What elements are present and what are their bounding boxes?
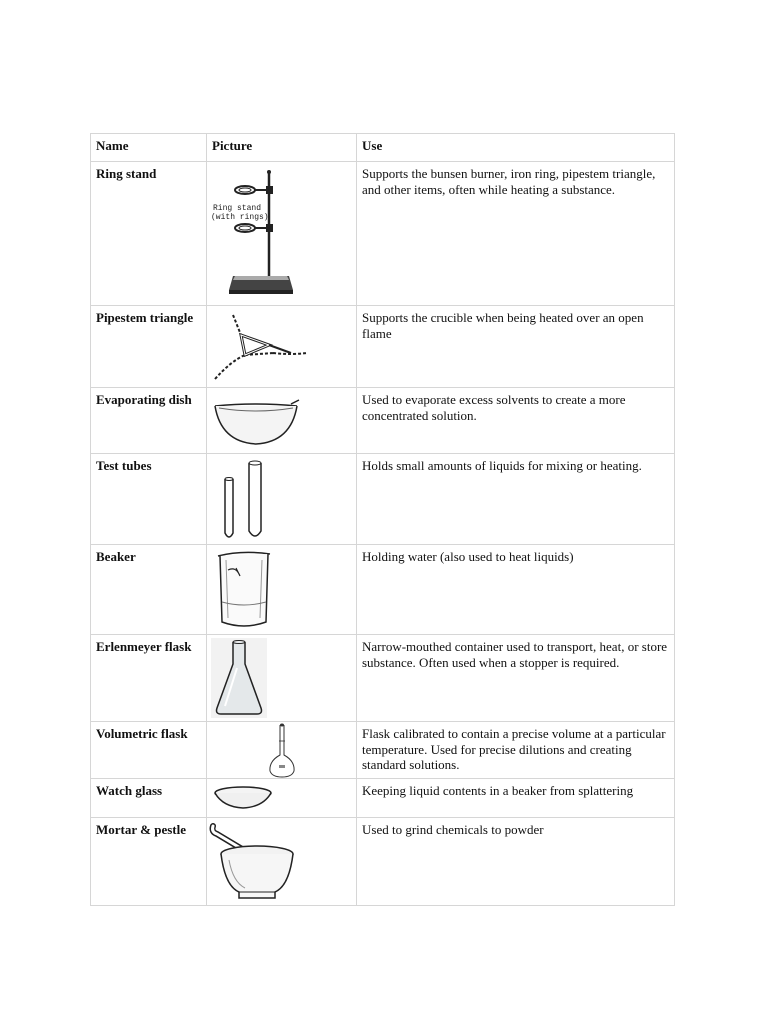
header-row [91,134,675,162]
row-name: Mortar & pestle [91,818,207,906]
header-use: Use [357,134,675,162]
row-use: Holds small amounts of liquids for mixing or heating. [357,454,675,545]
row-use: Holding water (also used to heat liquids) [357,545,675,635]
row-name: Ring stand [91,162,207,306]
table-row [91,722,675,779]
row-name: Test tubes [91,454,207,545]
mortar-and-pestle-icon [209,820,301,904]
row-use: Supports the crucible when being heated over an open flame [357,306,675,388]
volumetric-flask-icon [267,723,297,779]
row-picture [207,306,357,388]
watch-glass-icon [211,783,275,813]
row-picture [207,388,357,454]
row-picture [207,818,357,906]
row-picture [207,454,357,545]
ring-stand-icon [209,164,299,304]
table-row [91,635,675,722]
row-use: Used to evaporate excess solvents to create a more concentrated solution. [357,388,675,454]
erlenmeyer-flask-icon [211,638,267,718]
row-use: Supports the bunsen burner, iron ring, pipestem triangle, and other items, often while heating a substance. [357,162,675,306]
table-row [91,162,675,306]
row-name: Evaporating dish [91,388,207,454]
row-picture [207,722,357,779]
beaker-icon [212,548,276,632]
test-tubes-icon [219,457,279,543]
row-picture [207,779,357,818]
row-picture [207,162,357,306]
row-name: Volumetric flask [91,722,207,779]
lab-equipment-table [90,133,675,906]
table-row [91,306,675,388]
evaporating-dish-icon [211,394,301,450]
table-row [91,388,675,454]
ring-stand-caption-2: (with rings) [211,213,269,222]
row-picture [207,545,357,635]
table-row [91,818,675,906]
table-row [91,545,675,635]
row-name: Beaker [91,545,207,635]
row-name: Erlenmeyer flask [91,635,207,722]
ring-stand-caption-1: Ring stand [213,204,262,213]
table-row [91,779,675,818]
header-picture: Picture [207,134,357,162]
row-use: Narrow-mouthed container used to transport, heat, or store substance. Often used when a stopper is required. [357,635,675,722]
header-name: Name [91,134,207,162]
row-picture [207,635,357,722]
row-use: Keeping liquid contents in a beaker from splattering [357,779,675,818]
row-use: Used to grind chemicals to powder [357,818,675,906]
row-name: Pipestem triangle [91,306,207,388]
row-use: Flask calibrated to contain a precise volume at a particular temperature. Used for precise dilutions and creating standard solutions. [357,722,675,779]
table-row [91,454,675,545]
pipestem-triangle-icon [211,309,311,385]
row-name: Watch glass [91,779,207,818]
